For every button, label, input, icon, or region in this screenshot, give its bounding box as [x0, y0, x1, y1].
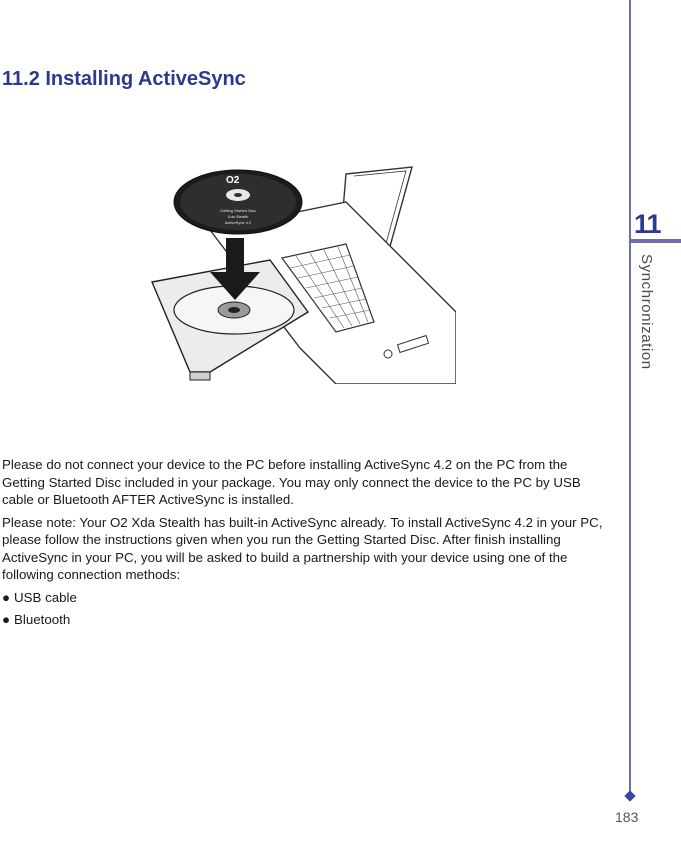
connection-methods-list [2, 589, 608, 629]
list-item-text: USB cable [14, 589, 77, 605]
chapter-title: Synchronization [638, 254, 655, 370]
chapter-tab-bar [631, 239, 681, 243]
list-item-text: Bluetooth [14, 612, 71, 627]
body-text [2, 456, 608, 634]
disc-label-line: Getting Started Disc [220, 208, 256, 213]
bullet-icon: ● [2, 612, 11, 627]
list-item [2, 611, 608, 629]
sidebar-rule [629, 0, 631, 792]
intro-paragraph: Please do not connect your device to the PC before installing ActiveSync 4.2 on the PC from the Getting Started Disc included in your package. You may only connect the device to the PC by USB cable or Bluetooth AFTER ActiveSync is installed. [2, 457, 581, 507]
bullet-icon: ● [2, 589, 11, 605]
cd-install-illustration [150, 162, 456, 384]
note-paragraph: Please note: Your O2 Xda Stealth has built-in ActiveSync already. To install ActiveSync 4.2 in your PC, please follow the instructions given when you run the Getting Started Disc. After finish installing ActiveSync in your PC, you will be asked to build a partnership with your device using one of the following connection methods: [2, 514, 603, 582]
disc-label-line: ActiveSync 4.2 [224, 220, 252, 225]
section-title: 11.2 Installing ActiveSync [2, 68, 246, 90]
disc-label-line: Xda Stealth [227, 214, 249, 219]
chapter-number: 11 [634, 209, 661, 239]
page-number: 183 [615, 809, 639, 825]
diamond-icon [624, 790, 635, 801]
list-item [2, 589, 608, 607]
disc-brand: O2 [226, 175, 240, 186]
